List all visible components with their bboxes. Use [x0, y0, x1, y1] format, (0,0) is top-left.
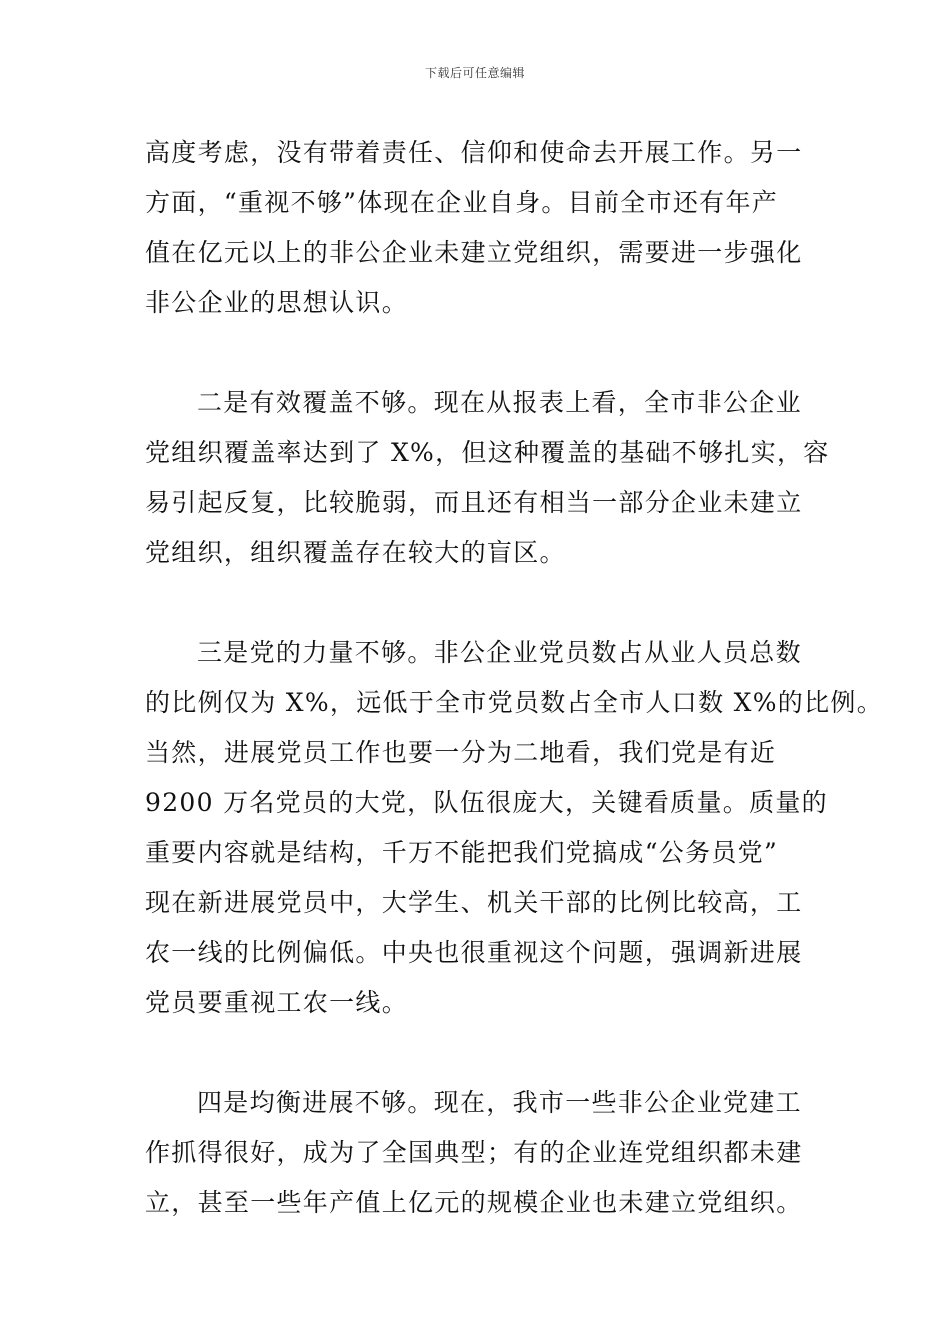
- paragraph-line: 易引起反复，比较脆弱，而且还有相当一部分企业未建立: [145, 488, 803, 517]
- paragraph-line: 农一线的比例偏低。中央也很重视这个问题，强调新进展: [145, 938, 803, 967]
- paragraph-line: 党员要重视工农一线。: [145, 988, 409, 1017]
- paragraph-3: [145, 628, 884, 1028]
- paragraph-line: 重要内容就是结构，千万不能把我们党搞成“公务员党”: [145, 838, 779, 867]
- paragraph-gap: [145, 1028, 815, 1078]
- paragraph-line: 的比例仅为 X%，远低于全市党员数占全市人口数 X%的比例。: [145, 688, 884, 717]
- paragraph-gap: [145, 328, 815, 378]
- paragraph-line: 四是均衡进展不够。现在，我市一些非公企业党建工: [197, 1088, 802, 1117]
- paragraph-line: 方面，“重视不够”体现在企业自身。目前全市还有年产: [145, 188, 779, 217]
- paragraph-line: 党组织，组织覆盖存在较大的盲区。: [145, 538, 566, 567]
- paragraph-line: 高度考虑，没有带着责任、信仰和使命去开展工作。另一: [145, 138, 803, 167]
- paragraph-2: [145, 378, 830, 578]
- paragraph-line: 三是党的力量不够。非公企业党员数占从业人员总数: [197, 638, 802, 667]
- paragraph-line: 当然，进展党员工作也要一分为二地看，我们党是有近: [145, 738, 777, 767]
- paragraph-line: 值在亿元以上的非公企业未建立党组织，需要进一步强化: [145, 238, 803, 267]
- page-header-note: 下载后可任意编辑: [424, 66, 525, 80]
- paragraph-4: [145, 1078, 815, 1228]
- paragraph-line: 9200 万名党员的大党，队伍很庞大，关键看质量。质量的: [145, 788, 828, 817]
- paragraph-line: 作抓得很好，成为了全国典型；有的企业连党组织都未建: [145, 1138, 803, 1167]
- paragraph-line: 非公企业的思想认识。: [145, 288, 409, 317]
- paragraph-line: 立，甚至一些年产值上亿元的规模企业也未建立党组织。: [145, 1188, 803, 1217]
- paragraph-line: 党组织覆盖率达到了 X%，但这种覆盖的基础不够扎实，容: [145, 438, 830, 467]
- paragraph-line: 二是有效覆盖不够。现在从报表上看，全市非公企业: [197, 388, 802, 417]
- paragraph-1: [145, 128, 815, 328]
- paragraph-gap: [145, 578, 815, 628]
- paragraph-line: 现在新进展党员中，大学生、机关干部的比例比较高，工: [145, 888, 803, 917]
- document-body: [145, 128, 884, 1228]
